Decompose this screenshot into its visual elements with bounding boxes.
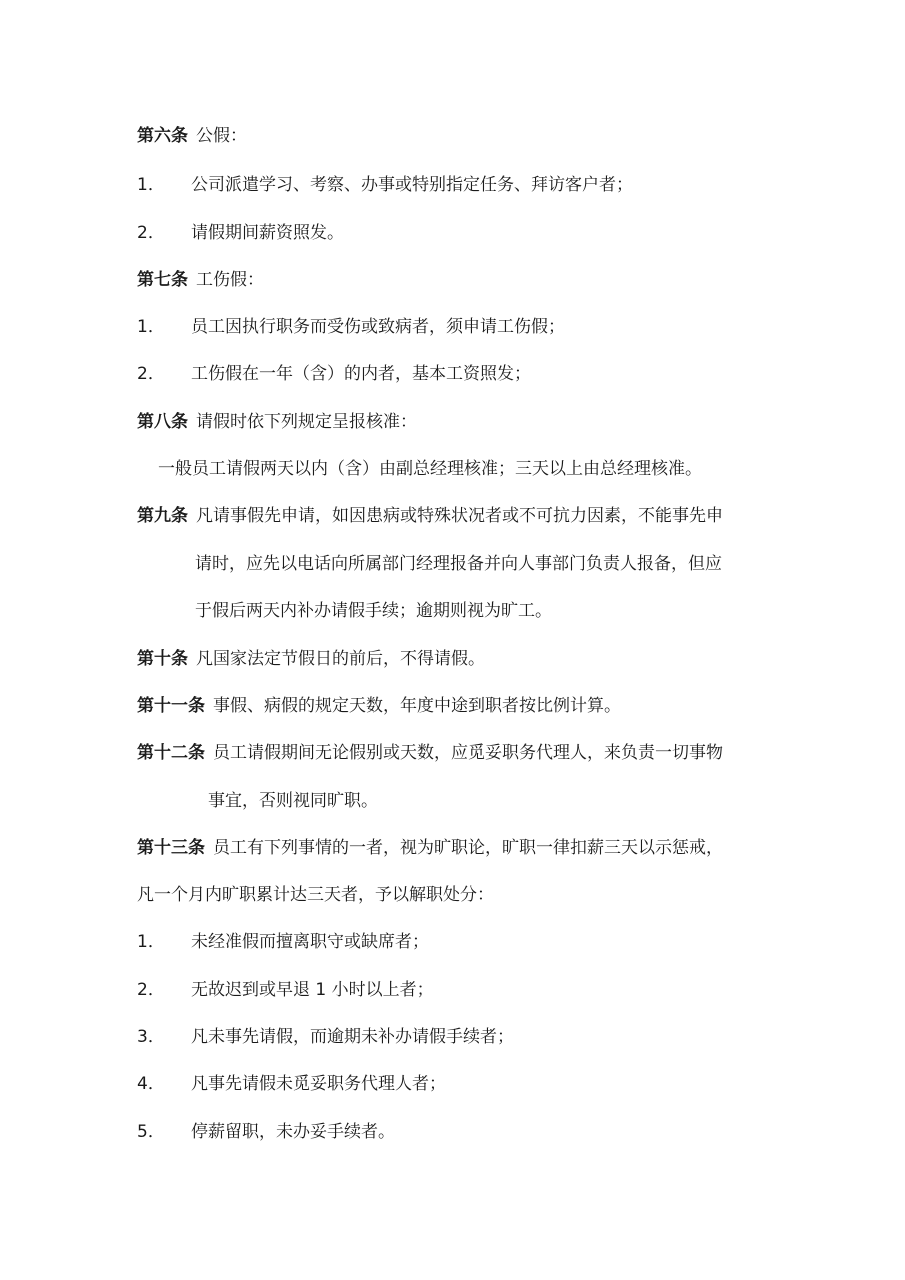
article-12-line-1 [137, 741, 723, 765]
list-item-text: 停薪留职，未办妥手续者。 [191, 1122, 395, 1142]
article-13-label: 第十三条 [137, 838, 205, 858]
article-13-line-1 [137, 836, 723, 860]
list-item-text: 员工因执行职务而受伤或致病者，须申请工伤假； [191, 317, 565, 337]
article-7-heading [137, 268, 264, 292]
article-13-line-2: 凡一个月内旷职累计达三天者，予以解职处分： [137, 885, 494, 905]
article-13-text: 员工有下列事情的一者，视为旷职论，旷职一律扣薪三天以示惩戒， [213, 838, 723, 858]
list-item-number: 2． [137, 364, 165, 384]
list-item-number: 2． [137, 223, 165, 243]
article-10 [137, 647, 485, 671]
article-8-label: 第八条 [137, 412, 188, 432]
article-9-text: 凡请事假先申请，如因患病或特殊状况者或不可抗力因素，不能事先申 [196, 506, 723, 526]
article-10-label: 第十条 [137, 649, 188, 669]
list-item-number: 3． [137, 1027, 165, 1047]
article-11-text: 事假、病假的规定天数，年度中途到职者按比例计算。 [213, 696, 621, 716]
article-8-body: 一般员工请假两天以内（含）由副总经理核准；三天以上由总经理核准。 [158, 459, 702, 479]
list-item-text: 凡未事先请假，而逾期未补办请假手续者； [191, 1027, 514, 1047]
article-7-text: 工伤假： [196, 270, 264, 290]
article-9-line-2: 请时，应先以电话向所属部门经理报备并向人事部门负责人报备，但应 [195, 554, 722, 574]
list-item-number: 5． [137, 1122, 165, 1142]
article-6-label: 第六条 [137, 126, 188, 146]
article-10-text: 凡国家法定节假日的前后，不得请假。 [196, 649, 485, 669]
article-6-heading [137, 124, 247, 148]
article-9-line-1 [137, 504, 723, 528]
list-item-number: 1． [137, 932, 165, 952]
list-item-text: 无故迟到或早退 1 小时以上者； [191, 980, 434, 1000]
article-8-heading [137, 410, 417, 434]
list-item-text: 请假期间薪资照发。 [191, 223, 344, 243]
article-9-line-3: 于假后两天内补办请假手续；逾期则视为旷工。 [195, 601, 552, 621]
list-item-text: 未经准假而擅离职守或缺席者； [191, 932, 429, 952]
list-item-number: 2． [137, 980, 165, 1000]
article-11 [137, 694, 621, 718]
list-item-text: 工伤假在一年（含）的内者，基本工资照发； [191, 364, 531, 384]
article-7-label: 第七条 [137, 270, 188, 290]
article-9-label: 第九条 [137, 506, 188, 526]
list-item-text: 凡事先请假未觅妥职务代理人者； [191, 1074, 446, 1094]
article-11-label: 第十一条 [137, 696, 205, 716]
article-8-text: 请假时依下列规定呈报核准： [196, 412, 417, 432]
article-12-text: 员工请假期间无论假别或天数，应觅妥职务代理人，来负责一切事物 [213, 743, 723, 763]
list-item-number: 1． [137, 175, 165, 195]
article-6-text: 公假： [196, 126, 247, 146]
list-item-number: 4． [137, 1074, 165, 1094]
article-12-line-2: 事宜，否则视同旷职。 [208, 791, 378, 811]
article-12-label: 第十二条 [137, 743, 205, 763]
list-item-text: 公司派遣学习、考察、办事或特别指定任务、拜访客户者； [191, 175, 633, 195]
list-item-number: 1． [137, 317, 165, 337]
